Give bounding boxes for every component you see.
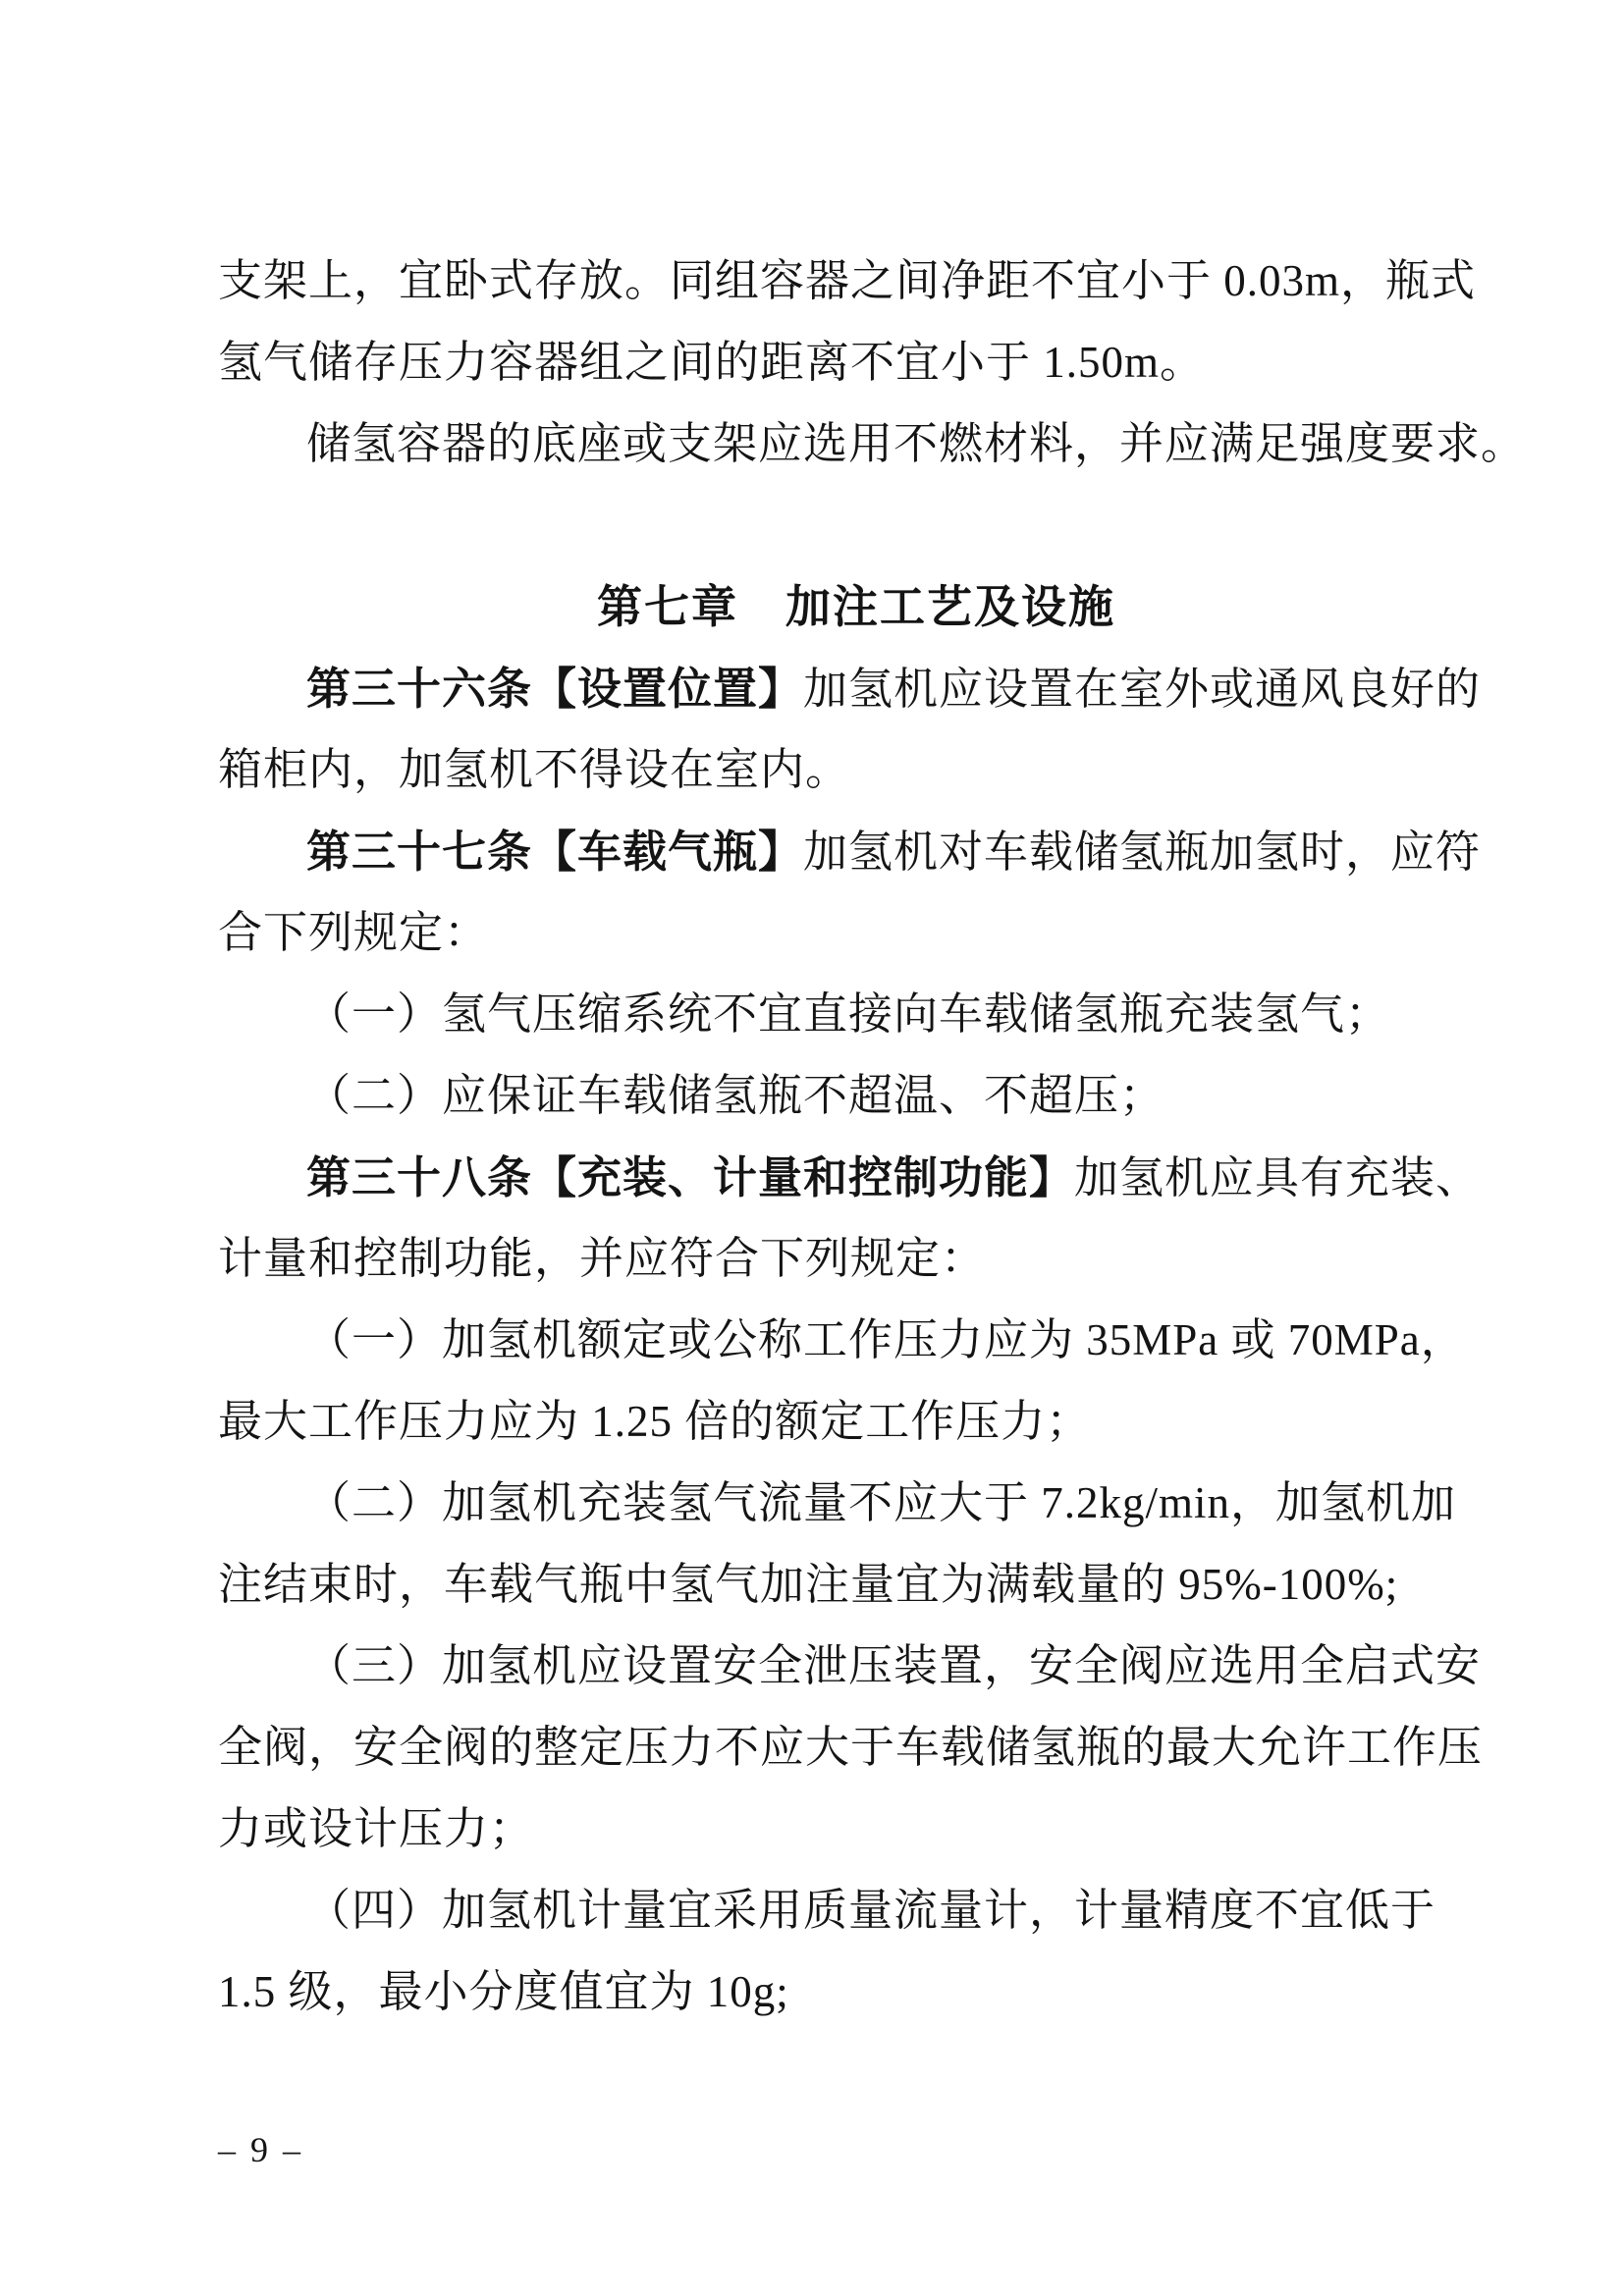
article-label: 第三十七条【车载气瓶】	[306, 827, 804, 877]
body-text: 加氢机对车载储氢瓶加氢时，应符	[803, 828, 1482, 877]
article-label: 第三十六条【设置位置】	[306, 664, 804, 714]
page-number: – 9 –	[218, 2130, 303, 2169]
body-line	[218, 322, 1494, 403]
body-text: （二）应保证车载储氢瓶不超温、不超压；	[306, 1071, 1165, 1120]
body-line	[218, 240, 1494, 322]
body-text: 1.5 级，最小分度值宜为 10g;	[218, 1967, 789, 2016]
body-text: （二）加氢机充装氢气流量不应大于 7.2kg/min，加氢机加	[306, 1478, 1457, 1527]
body-line	[218, 974, 1494, 1055]
body-line	[218, 1707, 1494, 1789]
body-line	[218, 1789, 1494, 1870]
body-line	[218, 1870, 1494, 1951]
body-text: 计量和控制功能，并应符合下列规定：	[218, 1234, 987, 1283]
body-line	[218, 1626, 1494, 1707]
document-body	[218, 240, 1527, 2033]
body-line	[218, 1463, 1494, 1544]
body-text: 加氢机应具有充装、	[1074, 1153, 1482, 1202]
body-line	[218, 729, 1494, 811]
body-line	[218, 892, 1494, 974]
body-line	[218, 403, 1527, 485]
body-text: 合下列规定：	[218, 908, 490, 957]
chapter-heading: 第七章 加注工艺及设施	[597, 581, 1115, 632]
body-text: （三）加氢机应设置安全泄压装置，安全阀应选用全启式安	[306, 1641, 1482, 1690]
body-text: 力或设计压力；	[218, 1804, 535, 1853]
body-text: 注结束时，车载气瓶中氢气加注量宜为满载量的 95%-100%;	[218, 1560, 1399, 1609]
body-text: 加氢机应设置在室外或通风良好的	[803, 665, 1482, 714]
body-line	[218, 811, 1494, 892]
body-line	[218, 1300, 1494, 1381]
body-text: 全阀，安全阀的整定压力不应大于车载储氢瓶的最大允许工作压	[218, 1723, 1484, 1772]
blank-line	[218, 485, 1494, 566]
body-line	[218, 1381, 1494, 1463]
body-text: 储氢容器的底座或支架应选用不燃材料，并应满足强度要求。	[306, 419, 1527, 468]
body-line	[218, 1544, 1494, 1626]
body-text: 氢气储存压力容器组之间的距离不宜小于 1.50m。	[218, 338, 1206, 387]
body-line	[218, 1951, 1494, 2033]
body-line	[218, 1137, 1494, 1218]
body-text: 箱柜内，加氢机不得设在室内。	[218, 745, 851, 794]
body-line	[218, 648, 1494, 729]
body-text: 支架上，宜卧式存放。同组容器之间净距不宜小于 0.03m，瓶式	[218, 256, 1477, 305]
body-text: 最大工作压力应为 1.25 倍的额定工作压力；	[218, 1397, 1092, 1446]
body-line	[218, 1218, 1494, 1300]
body-text: （一）氢气压缩系统不宜直接向车载储氢瓶充装氢气；	[306, 989, 1391, 1039]
article-label: 第三十八条【充装、计量和控制功能】	[306, 1152, 1075, 1202]
body-line	[218, 1055, 1494, 1137]
body-text: （四）加氢机计量宜采用质量流量计，计量精度不宜低于	[306, 1886, 1436, 1935]
body-text: （一）加氢机额定或公称工作压力应为 35MPa 或 70MPa，	[306, 1315, 1466, 1364]
